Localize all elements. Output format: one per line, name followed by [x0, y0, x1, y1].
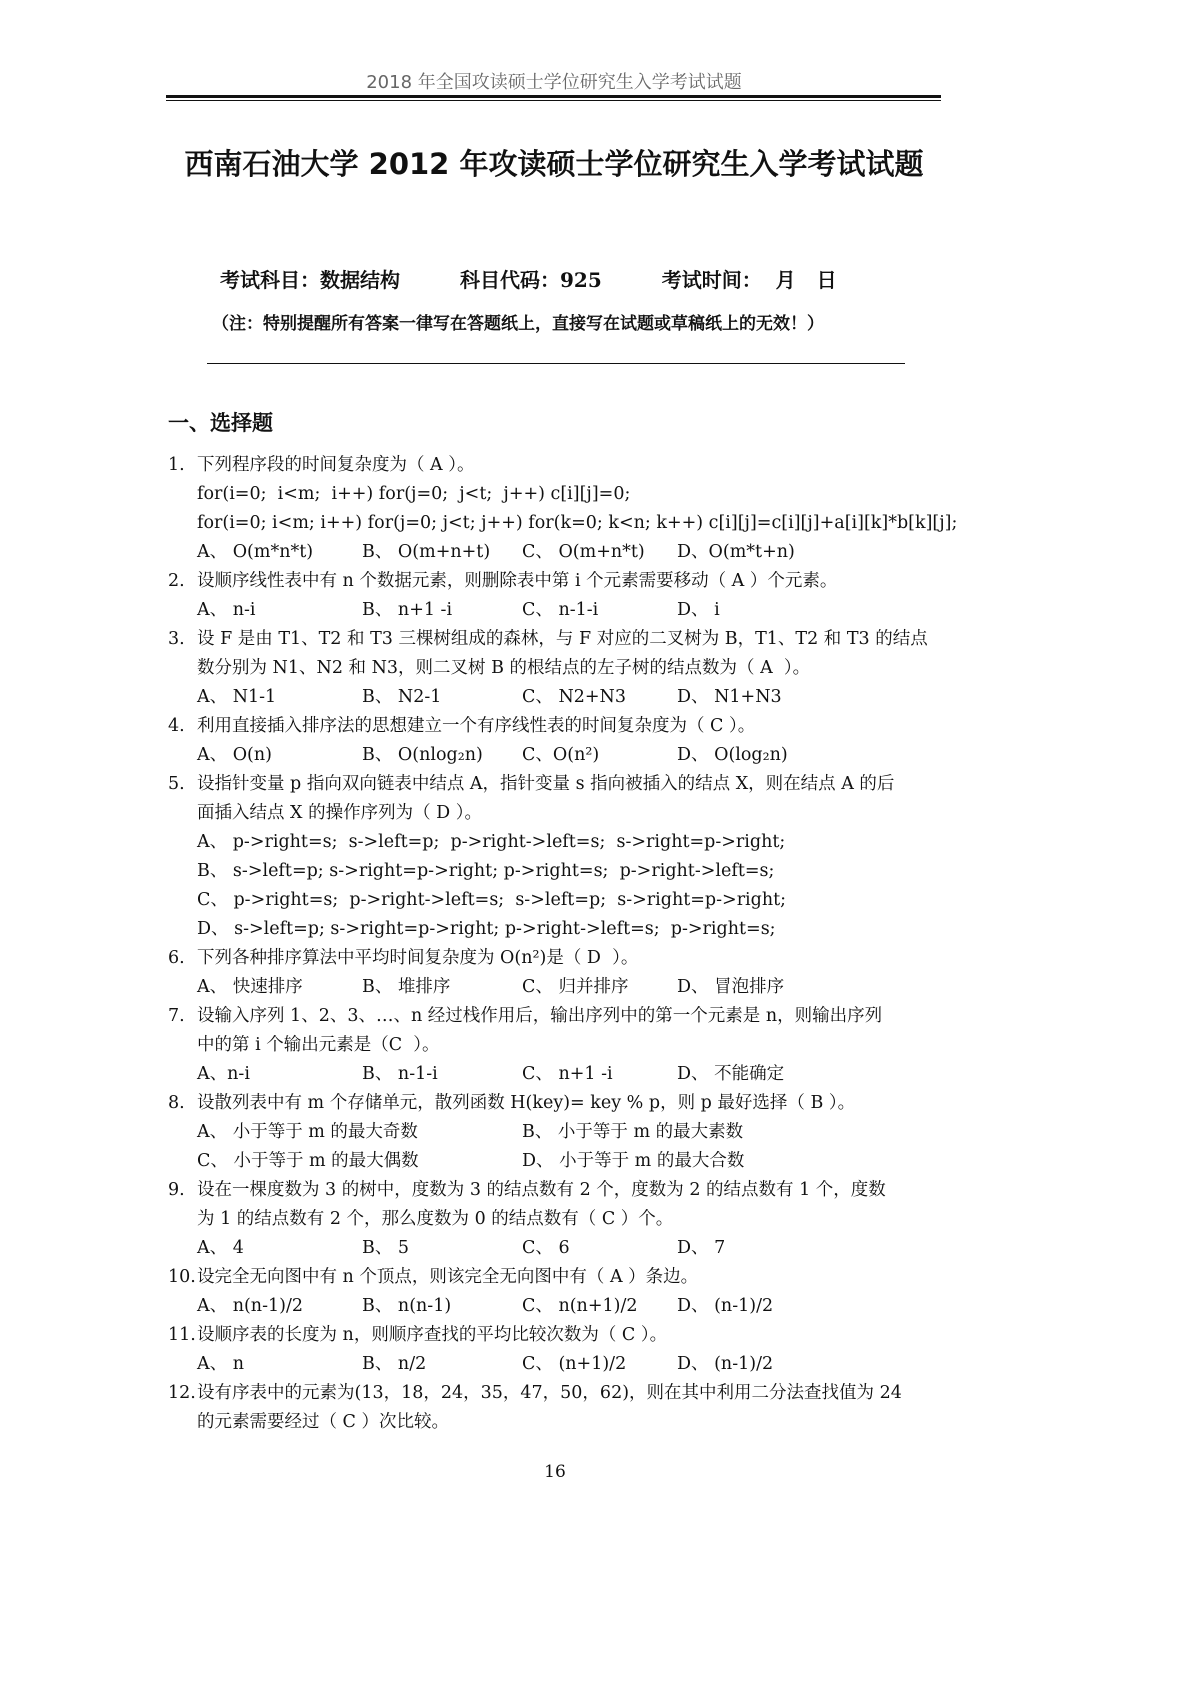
answer-options	[168, 1292, 948, 1321]
answer-option: B、 s->left=p; s->right=p->right; p->right=s; p->right->left=s;	[197, 861, 775, 881]
answer-option: A、 4	[197, 1238, 244, 1258]
answer-option: C、 小于等于 m 的最大偶数	[197, 1151, 419, 1171]
answer-option: A、 n	[197, 1354, 244, 1374]
question	[168, 770, 948, 944]
answer-option: D、 s->left=p; s->right=p->right; p->right->left=s; p->right=s;	[197, 919, 776, 939]
question-number: 4.	[168, 716, 185, 736]
question-stem-line	[168, 451, 948, 480]
answer-options	[168, 1060, 948, 1089]
answer-option: C、 (n+1)/2	[522, 1354, 627, 1374]
question-text: for(i=0; i<m; i++) for(j=0; j<t; j++) c[i][j]=0;	[197, 484, 631, 504]
question-text: 设指针变量 p 指向双向链表中结点 A，指针变量 s 指向被插入的结点 X，则在结点 A 的后	[197, 774, 895, 794]
question-number: 11.	[168, 1325, 196, 1345]
running-header: 2018 年全国攻读硕士学位研究生入学考试试题	[366, 72, 742, 93]
question-stem-line	[168, 480, 948, 509]
divider	[207, 363, 905, 364]
answer-option: C、 归并排序	[522, 977, 629, 997]
answer-option: C、 n(n+1)/2	[522, 1296, 638, 1316]
question-stem-line	[168, 1176, 948, 1205]
question-text: 数分别为 N1、N2 和 N3，则二叉树 B 的根结点的左子树的结点数为（ A ）。	[197, 658, 811, 678]
question-text: for(i=0; i<m; i++) for(j=0; j<t; j++) for(k=0; k<n; k++) c[i][j]=c[i][j]+a[i][k]*b[k][j];	[197, 513, 958, 533]
question-text: 下列各种排序算法中平均时间复杂度为 O(n²)是（ D ）。	[197, 948, 639, 968]
answer-option: C、 n-1-i	[522, 600, 599, 620]
question-number: 5.	[168, 774, 185, 794]
exam-title: 西南石油大学 2012 年攻读硕士学位研究生入学考试试题	[184, 147, 924, 181]
question-stem-line	[168, 799, 948, 828]
question-stem-line	[168, 1379, 948, 1408]
exam-code: 科目代码：925	[460, 268, 602, 292]
page-number: 16	[544, 1462, 566, 1482]
question	[168, 451, 958, 567]
answer-option: D、 冒泡排序	[677, 977, 785, 997]
answer-option: B、 小于等于 m 的最大素数	[522, 1122, 744, 1142]
answer-option: A、 小于等于 m 的最大奇数	[197, 1122, 418, 1142]
question	[168, 1176, 948, 1263]
answer-option: D、 N1+N3	[677, 687, 782, 707]
question-stem-line	[168, 567, 948, 596]
question	[168, 1379, 948, 1437]
question-number: 8.	[168, 1093, 185, 1113]
question-stem-line	[168, 1205, 948, 1234]
question-stem-line	[168, 944, 948, 973]
answer-option: C、 O(m+n*t)	[522, 542, 645, 562]
answer-option: B、 n/2	[362, 1354, 427, 1374]
answer-option: A、 O(m*n*t)	[197, 542, 314, 562]
answer-option: D、 7	[677, 1238, 726, 1258]
answer-option: D、 (n-1)/2	[677, 1354, 774, 1374]
question-text: 的元素需要经过（ C ）次比较。	[197, 1412, 450, 1432]
question-number: 9.	[168, 1180, 185, 1200]
answer-option: A、 O(n)	[197, 745, 272, 765]
answer-option: A、 n(n-1)/2	[197, 1296, 303, 1316]
question-text: 为 1 的结点数有 2 个，那么度数为 0 的结点数有（ C ）个。	[197, 1209, 674, 1229]
question-stem-line	[168, 770, 948, 799]
answer-options	[168, 596, 948, 625]
question-stem-line	[168, 625, 948, 654]
answer-option: B、 堆排序	[362, 977, 451, 997]
answer-option: B、 n(n-1)	[362, 1296, 452, 1316]
question-text: 下列程序段的时间复杂度为（ A ）。	[197, 455, 475, 475]
header-rule-thin	[166, 100, 941, 101]
answer-option: D、 小于等于 m 的最大合数	[522, 1151, 745, 1171]
question	[168, 712, 948, 770]
question-text: 设有序表中的元素为(13，18，24，35，47，50，62)，则在其中利用二分法查找值为 24	[197, 1383, 902, 1403]
answer-options	[168, 538, 948, 567]
answer-option: B、 n-1-i	[362, 1064, 438, 1084]
answer-options	[168, 1147, 948, 1176]
answer-options	[168, 1118, 948, 1147]
answer-option: A、 p->right=s; s->left=p; p->right->left=s; s->right=p->right;	[197, 832, 786, 852]
answer-option: A、 n-i	[197, 600, 256, 620]
answer-option: C、 N2+N3	[522, 687, 627, 707]
question-stem-line	[168, 509, 958, 538]
section-heading: 一、选择题	[168, 411, 273, 435]
question	[168, 1321, 948, 1379]
question-stem-line	[168, 1002, 948, 1031]
answer-option: B、 5	[362, 1238, 410, 1258]
question-stem-line	[168, 1408, 948, 1437]
question	[168, 1263, 948, 1321]
question-stem-line	[168, 1321, 948, 1350]
question-number: 10.	[168, 1267, 196, 1287]
answer-options	[168, 1350, 948, 1379]
answer-option: C、O(n²)	[522, 745, 600, 765]
question	[168, 567, 948, 625]
answer-option: D、 i	[677, 600, 720, 620]
exam-time: 考试时间： 月 日	[661, 268, 837, 292]
question-text: 中的第 i 个输出元素是（C ）。	[197, 1035, 440, 1055]
question-number: 12.	[168, 1383, 196, 1403]
answer-option: A、n-i	[197, 1064, 250, 1084]
exam-subject: 考试科目：数据结构	[220, 268, 400, 292]
question-stem-line	[168, 654, 948, 683]
question-stem-line	[168, 1089, 948, 1118]
question	[168, 1089, 948, 1176]
question-list	[168, 451, 958, 1437]
answer-option: D、 不能确定	[677, 1064, 785, 1084]
answer-option: A、 快速排序	[197, 977, 303, 997]
answer-option: C、 n+1 -i	[522, 1064, 613, 1084]
question-stem-line	[168, 1031, 948, 1060]
question	[168, 1002, 948, 1089]
question-text: 设散列表中有 m 个存储单元，散列函数 H(key)= key % p，则 p 最好选择（ B ）。	[197, 1093, 856, 1113]
answer-option: A、 N1-1	[197, 687, 277, 707]
question-number: 6.	[168, 948, 185, 968]
question-stem-line	[168, 712, 948, 741]
question-number: 1.	[168, 455, 185, 475]
question	[168, 944, 948, 1002]
answer-option: C、 p->right=s; p->right->left=s; s->left=p; s->right=p->right;	[197, 890, 787, 910]
answer-options	[168, 1234, 948, 1263]
question-text: 设完全无向图中有 n 个顶点，则该完全无向图中有（ A ）条边。	[197, 1267, 699, 1287]
answer-option: D、 O(log₂n)	[677, 745, 788, 765]
answer-option: B、 O(m+n+t)	[362, 542, 491, 562]
answer-options	[168, 741, 948, 770]
answer-options	[168, 683, 948, 712]
question-text: 面插入结点 X 的操作序列为（ D ）。	[197, 803, 482, 823]
question-text: 设 F 是由 T1、T2 和 T3 三棵树组成的森林，与 F 对应的二叉树为 B，T1、T2 和 T3 的结点	[197, 629, 928, 649]
answer-option: C、 6	[522, 1238, 570, 1258]
question-number: 7.	[168, 1006, 185, 1026]
question-number: 3.	[168, 629, 185, 649]
answer-options	[168, 973, 948, 1002]
question-stem-line	[168, 1263, 948, 1292]
question-text: 设顺序线性表中有 n 个数据元素，则删除表中第 i 个元素需要移动（ A ）个元素。	[197, 571, 838, 591]
exam-meta	[220, 264, 897, 293]
question-text: 设在一棵度数为 3 的树中，度数为 3 的结点数有 2 个，度数为 2 的结点数有 1 个，度数	[197, 1180, 886, 1200]
answer-option: B、 O(nlog₂n)	[362, 745, 483, 765]
question-text: 设顺序表的长度为 n，则顺序查找的平均比较次数为（ C ）。	[197, 1325, 668, 1345]
question-text: 利用直接插入排序法的思想建立一个有序线性表的时间复杂度为（ C ）。	[197, 716, 756, 736]
answer-option: B、 n+1 -i	[362, 600, 453, 620]
answer-option: D、O(m*t+n)	[677, 542, 795, 562]
answer-option: D、 (n-1)/2	[677, 1296, 774, 1316]
question-text: 设输入序列 1、2、3、…、n 经过栈作用后，输出序列中的第一个元素是 n，则输出序列	[197, 1006, 883, 1026]
question	[168, 625, 948, 712]
question-number: 2.	[168, 571, 185, 591]
exam-note: （注：特别提醒所有答案一律写在答题纸上，直接写在试题或草稿纸上的无效！）	[212, 314, 824, 334]
header-rule-thick	[166, 95, 941, 98]
answer-option: B、 N2-1	[362, 687, 442, 707]
